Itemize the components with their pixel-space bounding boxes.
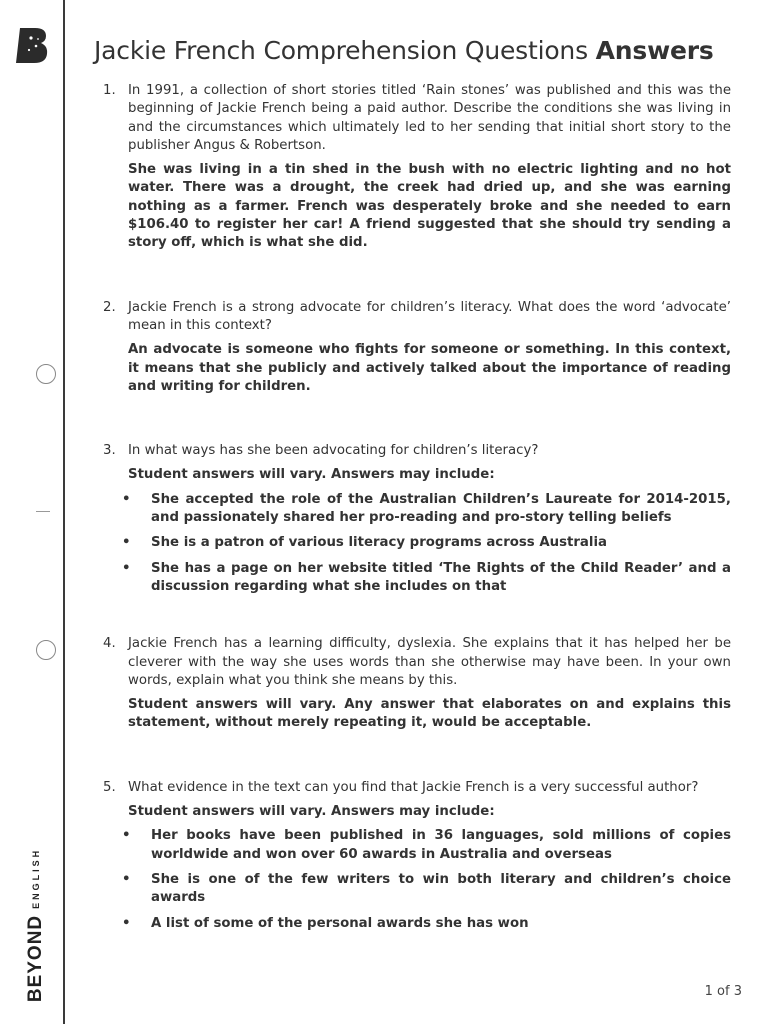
bullet-item: • She accepted the role of the Australian Children’s Laureate for 2014-2015, and passionately shared her pro-reading and pro-story telling beliefs: [128, 491, 731, 528]
question-1: [103, 82, 731, 253]
question-number: 5.: [103, 779, 116, 795]
bullet-item: • A list of some of the personal awards she has won: [128, 915, 731, 933]
bullet-item: • She is one of the few writers to win both literary and children’s choice awards: [128, 871, 731, 908]
bullet-item: • Her books have been published in 36 languages, sold millions of copies worldwide and won over 60 awards in Australia and overseas: [128, 827, 731, 864]
binder-hole: [36, 640, 56, 660]
title-bold: Answers: [595, 36, 714, 65]
answer-intro: Student answers will vary. Answers may include:: [128, 467, 495, 483]
brand-vertical: [21, 845, 51, 1005]
question-text: In what ways has she been advocating for children’s literacy?: [128, 443, 539, 459]
question-text: Jackie French is a strong advocate for children’s literacy. What does the word ‘advocate’ mean in this context?: [128, 299, 731, 333]
binder-hole: [36, 364, 56, 384]
title-main: Jackie French Comprehension Questions: [94, 36, 596, 65]
question-2: [103, 299, 731, 396]
page-number: 1 of 3: [704, 984, 742, 999]
question-number: 3.: [103, 443, 116, 459]
question-3: [103, 442, 731, 596]
bullet-item: • She has a page on her website titled ‘The Rights of the Child Reader’ and a discussion regarding what she includes on that: [128, 560, 731, 597]
answer-text: An advocate is someone who fights for someone or something. In this context, it means that she publicly and actively talked about the importance of reading and writing for children.: [128, 342, 731, 394]
question-text: Jackie French has a learning difficulty, dyslexia. She explains that it has helped her be cleverer with the way she uses words than she otherwise may have been. In your own words, explain what you think she means by this.: [128, 636, 731, 688]
question-number: 1.: [103, 83, 116, 98]
bullet-item: • She is a patron of various literacy programs across Australia: [128, 534, 731, 552]
answer-text: She was living in a tin shed in the bush with no electric lighting and no hot water. There was a drought, the creek had dried up, and she was earning nothing as a farmer. French was desperately broke and she needed to earn $106.40 to register her car! A friend suggested that she should try sending a story off, which is what she did.: [128, 162, 731, 251]
margin-line: [63, 0, 65, 1024]
answer-bullets: [103, 491, 731, 596]
answer-intro: Student answers will vary. Answers may include:: [128, 804, 495, 820]
answer-text: Student answers will vary. Any answer that elaborates on and explains this statement, without merely repeating it, would be acceptable.: [128, 697, 731, 731]
fold-mark: [36, 511, 50, 512]
beyond-logo-icon: [16, 26, 50, 64]
brand-name: BEYOND: [25, 914, 46, 1003]
questions-list: [103, 82, 731, 940]
question-text: What evidence in the text can you find that Jackie French is a very successful author?: [128, 779, 699, 795]
brand-subname: ENGLISH: [31, 847, 41, 909]
question-4: [103, 635, 731, 732]
answer-bullets: [103, 827, 731, 932]
question-5: [103, 779, 731, 933]
page-title: [94, 36, 744, 65]
question-text: In 1991, a collection of short stories titled ‘Rain stones’ was published and this was the beginning of Jackie French being a paid author. Describe the conditions she was living in and the circumstances which ultimately led to her sending that initial short story to the publisher Angus & Robertson.: [128, 83, 731, 153]
question-number: 4.: [103, 636, 116, 652]
question-number: 2.: [103, 299, 116, 315]
